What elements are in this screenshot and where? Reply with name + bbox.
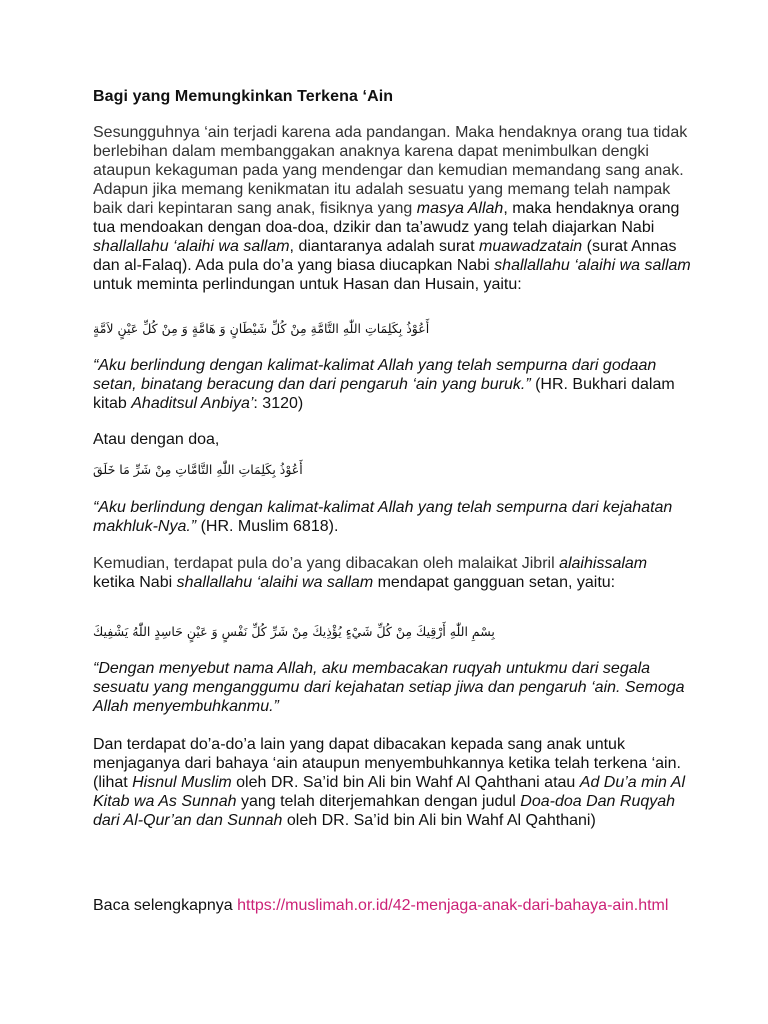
source-label: Baca selengkapnya: [93, 897, 238, 914]
translation-1: [93, 356, 693, 413]
translation-1-ref-a: (HR. Bukhari dalam kitab: [93, 376, 675, 412]
jibril-text-e: mendapat gangguan setan, yaitu:: [373, 574, 616, 591]
intro-text-b: masya Allah: [416, 200, 504, 217]
references-book-1: Hisnul Muslim: [132, 774, 232, 791]
intro-text-f: muawadzatain: [479, 238, 583, 255]
references-book-3: Doa-doa Dan Ruqyah dari Al-Qur’an dan Sunnah: [93, 793, 676, 829]
alt-prayer-intro: Atau dengan doa,: [93, 431, 220, 448]
translation-2-ref: (HR. Muslim 6818).: [196, 518, 339, 535]
arabic-prayer-3: بِسْمِ اللّٰهِ أَرْقِيكَ مِنْ كُلِّ شَيْءٍ يُؤْذِيكَ مِنْ شَرِّ كُلِّ نَفْسٍ وَ عَيْنٍ حَاسِدٍ اللّٰهُ يَشْفِيكَ: [93, 624, 495, 639]
translation-1-ref-b: : 3120): [253, 395, 304, 412]
intro-text-i: untuk meminta perlindungan untuk Hasan dan Husain, yaitu:: [93, 276, 522, 293]
jibril-text-d: shallallahu ‘alaihi wa sallam: [176, 574, 374, 591]
intro-text-a: Sesungguhnya ‘ain terjadi karena ada pandangan. Maka hendaknya orang tua tidak berlebihan dalam membanggakan anaknya karena dapat menimbulkan dengki ataupun kekaguman pada yang mendengar dan kemudian memandang sang anak. Adapun jika memang kenikmatan itu adalah sesuatu yang memang telah nampak baik dari kepintaran sang anak, fisiknya yang: [93, 124, 688, 217]
translation-2: [93, 498, 693, 536]
article-title: Bagi yang Memungkinkan Terkena ‘Ain: [93, 88, 394, 105]
arabic-prayer-1: أَعُوْذُ بِكَلِمَاتِ اللّٰهِ التَّامَّةِ مِنْ كُلِّ شَيْطَانٍ وَ هَامَّةٍ وَ مِنْ كُلِّ عَيْنٍ لاَمَّةٍ: [93, 321, 430, 336]
translation-3-quote: “Dengan menyebut nama Allah, aku membacakan ruqyah untukmu dari segala sesuatu yang menganggumu dari kejahatan setiap jiwa dan pengaruh ‘ain. Semoga Allah menyembuhkanmu.”: [93, 660, 685, 715]
source-line: [93, 896, 693, 915]
intro-text-c: , maka hendaknya orang tua mendoakan dengan doa-doa, dzikir dan ta’awudz yang telah diajarkan Nabi: [93, 200, 680, 236]
intro-text-d: shallallahu ‘alaihi wa sallam: [93, 238, 290, 255]
references-text-g: oleh DR. Sa’id bin Ali bin Wahf Al Qahthani): [282, 812, 596, 829]
translation-2-quote: “Aku berlindung dengan kalimat-kalimat Allah yang telah sempurna dari kejahatan makhluk-Nya.”: [93, 499, 673, 535]
intro-paragraph: [93, 123, 693, 294]
intro-text-g: (surat Annas dan al-Falaq). Ada pula do’a yang biasa diucapkan Nabi: [93, 238, 677, 274]
jibril-text-c: ketika Nabi: [93, 574, 177, 591]
intro-text-h: shallallahu ‘alaihi wa sallam: [494, 257, 691, 274]
references-text-c: oleh DR. Sa’id bin Ali bin Wahf Al Qahthani atau: [231, 774, 580, 791]
references-paragraph: [93, 735, 693, 830]
jibril-text-a: Kemudian, terdapat pula do’a yang dibacakan oleh malaikat Jibril: [93, 555, 560, 572]
jibril-paragraph: [93, 554, 693, 592]
translation-3: [93, 659, 693, 716]
jibril-text-b: alaihissalam: [559, 555, 648, 572]
references-text-e: yang telah diterjemahkan dengan judul: [236, 793, 521, 810]
references-book-2: Ad Du’a min Al Kitab wa As Sunnah: [93, 774, 685, 810]
translation-1-quote: “Aku berlindung dengan kalimat-kalimat Allah yang telah sempurna dari godaan setan, binatang beracung dan dari pengaruh ‘ain yang buruk.”: [93, 357, 657, 393]
translation-1-ref-book: Ahaditsul Anbiya’: [131, 395, 254, 412]
references-text-a: Dan terdapat do’a-do’a lain yang dapat dibacakan kepada sang anak untuk menjaganya dari bahaya ‘ain ataupun menyembuhkannya ketika telah terkena ‘ain. (lihat: [93, 736, 681, 791]
arabic-prayer-2: أَعُوْذُ بِكَلِمَاتِ اللّٰهِ التَّامَّاتِ مِنْ شَرِّ مَا خَلَقَ: [93, 462, 303, 477]
intro-text-e: , diantaranya adalah surat: [289, 238, 480, 255]
source-link[interactable]: https://muslimah.or.id/42-menjaga-anak-dari-bahaya-ain.html: [237, 897, 669, 914]
